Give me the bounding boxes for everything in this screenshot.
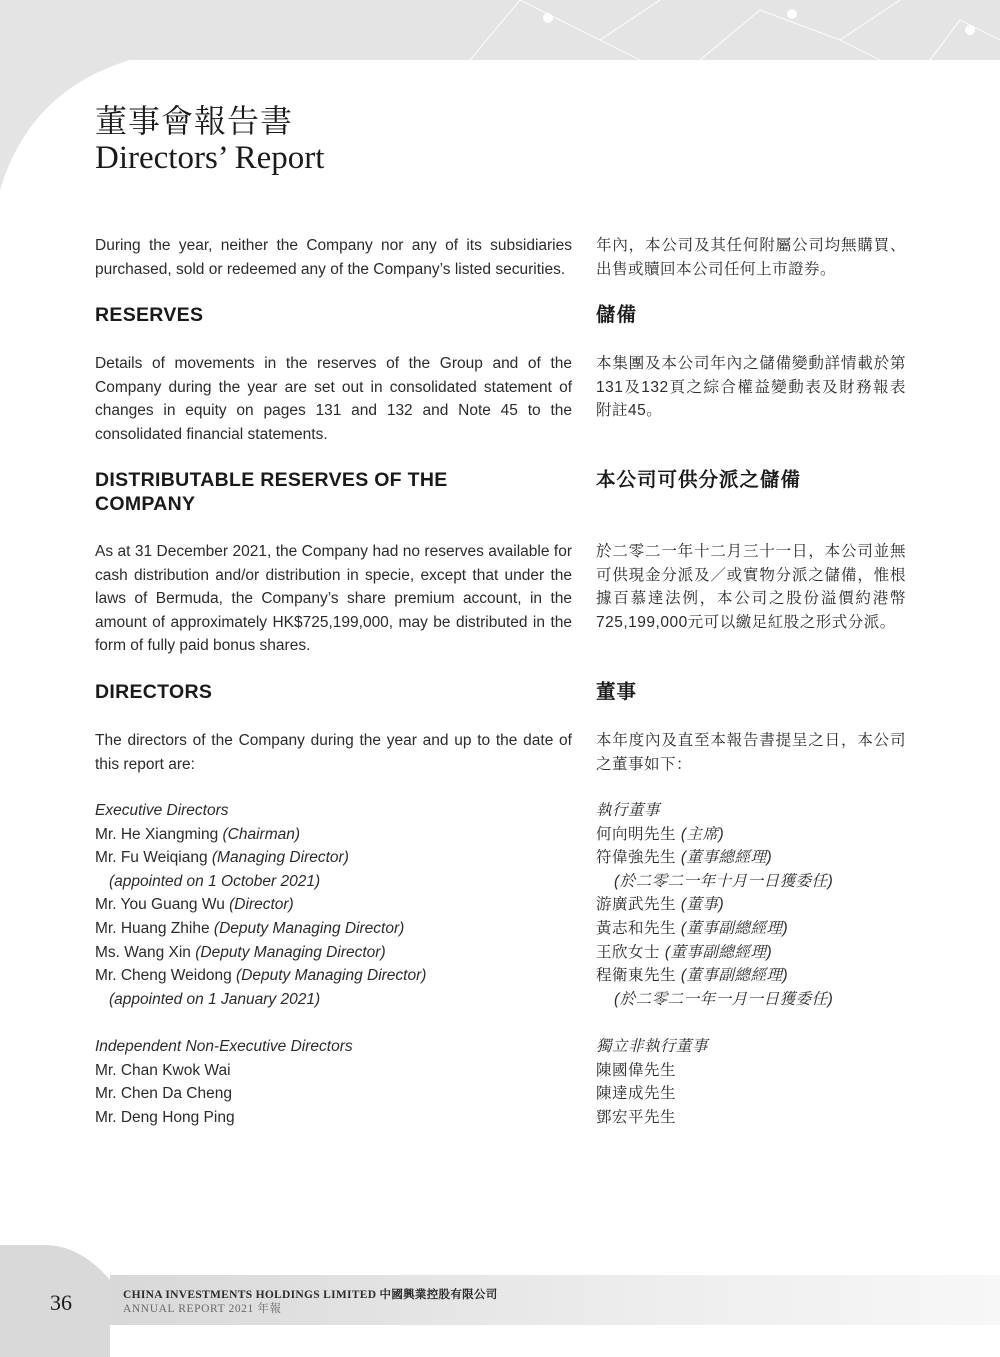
director-row: Mr. Chan Kwok Wai [95,1061,231,1079]
director-row: 程衛東先生 (董事副總經理) [596,967,789,985]
directors-text-zh: 本年度內及直至本報告書提呈之日，本公司之董事如下： [596,732,906,773]
page-title-en: Directors’ Report [95,140,325,176]
reserves-heading-zh: 儲備 [596,304,638,326]
director-row: 符偉強先生 (董事總經理) [596,849,773,867]
director-row: 陳國偉先生 [596,1061,677,1079]
director-row: 陳達成先生 [596,1085,677,1103]
appointment-note: (於二零二一年十月一日獲委任) [614,872,834,890]
distributable-text-zh: 於二零二一年十二月三十一日，本公司並無可供現金分派及／或實物分派之儲備，惟根據百慕達法例，本公司之股份溢價約港幣725,199,000元可以繳足紅股之形式分派。 [596,543,906,631]
distributable-heading-en: DISTRIBUTABLE RESERVES OF THE COMPANY [95,469,448,515]
director-row: Mr. You Guang Wu (Director) [95,896,294,914]
director-row: Mr. Fu Weiqiang (Managing Director) [95,849,349,867]
distributable-text-en: As at 31 December 2021, the Company had no reserves available for cash distribution and/or distribution in specie, except that under the laws of Bermuda, the Company’s share premium account, in the amount of approximately HK$725,199,000, may be distributed in the form of fully paid bonus shares. [95,543,572,655]
reserves-heading-en: RESERVES [95,304,204,326]
director-row: Mr. Huang Zhihe (Deputy Managing Director) [95,919,405,937]
directors-text-en: The directors of the Company during the year and up to the date of this report are: [95,732,572,773]
director-row: Mr. Cheng Weidong (Deputy Managing Director) [95,967,427,985]
directors-heading-en: DIRECTORS [95,681,213,703]
director-row: Ms. Wang Xin (Deputy Managing Director) [95,943,386,961]
ined-label-en: Independent Non-Executive Directors [95,1037,353,1055]
footer-company: CHINA INVESTMENTS HOLDINGS LIMITED 中國興業控股有限公司 [123,1289,498,1301]
distributable-heading-zh: 本公司可供分派之儲備 [596,469,802,491]
director-row: 游廣武先生 (董事) [596,896,725,914]
intro-text-en: During the year, neither the Company nor any of its subsidiaries purchased, sold or redeemed any of the Company’s listed securities. [95,237,572,278]
appointment-note: (appointed on 1 January 2021) [109,990,321,1008]
footer-report: ANNUAL REPORT 2021 年報 [123,1303,282,1315]
director-row: 黃志和先生 (董事副總經理) [596,919,789,937]
page-number: 36 [50,1290,72,1315]
reserves-text-en: Details of movements in the reserves of the Group and of the Company during the year are set out in consolidated statement of changes in equity on pages 131 and 132 and Note 45 to the consolidated financial statements. [95,355,572,443]
executive-label-zh: 執行董事 [596,802,661,819]
director-row: 鄧宏平先生 [596,1108,677,1126]
director-row: 何向明先生 (主席) [596,825,725,843]
intro-text-zh: 年內，本公司及其任何附屬公司均無購買、出售或贖回本公司任何上市證券。 [596,237,906,278]
page-title-zh: 董事會報告書 [95,102,294,140]
director-row: Mr. Deng Hong Ping [95,1108,235,1126]
directors-heading-zh: 董事 [596,681,638,703]
executive-label-en: Executive Directors [95,802,229,819]
director-row: 王欣女士 (董事副總經理) [596,943,773,961]
reserves-text-zh: 本集團及本公司年內之儲備變動詳情載於第131及132頁之綜合權益變動表及財務報表附註45。 [596,355,906,420]
ined-label-zh: 獨立非執行董事 [596,1037,709,1055]
director-list-en [95,799,426,1129]
director-row: Mr. He Xiangming (Chairman) [95,825,301,843]
appointment-note: (於二零二一年一月一日獲委任) [614,990,834,1008]
appointment-note: (appointed on 1 October 2021) [109,872,321,890]
director-list-zh [596,799,833,1129]
director-row: Mr. Chen Da Cheng [95,1085,232,1103]
